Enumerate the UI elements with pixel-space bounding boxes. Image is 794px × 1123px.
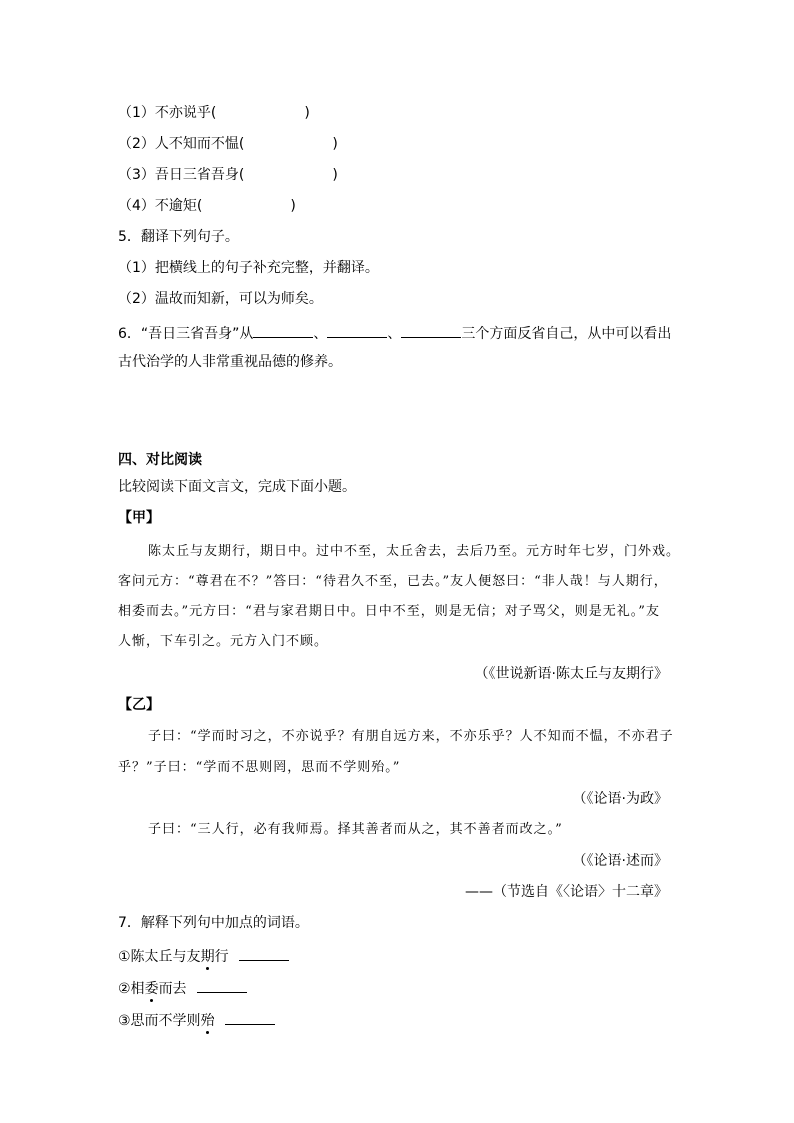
q6-sep: 、 <box>387 326 402 342</box>
q4-item-4 <box>118 196 296 216</box>
q4-item-close: ) <box>290 198 296 214</box>
passage-yi-source-2: （《论语·述而》 <box>572 853 668 869</box>
q4-item-text: 不亦说乎( <box>154 105 217 121</box>
q4-item-num: （3） <box>118 167 155 183</box>
q5-sub2: （2）温故而知新，可以为师矣。 <box>118 291 323 307</box>
q6-suffix: 三个方面反省自己，从中可以看出 <box>461 326 672 342</box>
passage-jia-line-3: 相委而去。”元方曰：“君与家君期日中。日中不至，则是无信；对子骂父，则是无礼。”友 <box>118 604 660 619</box>
passage-jia-line-2: 客问元方：“尊君在不？”答曰：“待君久不至，已去。”友人便怒曰：“非人哉！与人期行， <box>118 574 668 589</box>
q7-item-3 <box>118 1008 275 1031</box>
q4-item-close: ) <box>304 105 310 121</box>
q5-sub1: （1）把横线上的句子补充完整，并翻译。 <box>118 260 379 276</box>
passage-yi-source-3: ——（节选自《〈论语〉十二章》 <box>465 884 668 900</box>
q4-item-2 <box>118 134 338 154</box>
q6-blank-2[interactable] <box>327 321 387 338</box>
q5-title: 5．翻译下列句子。 <box>118 229 239 245</box>
q7-item-2 <box>118 976 247 999</box>
q4-item-num: （4） <box>118 198 155 214</box>
passage-yi-line-2: 乎？”子曰：“学而不思则罔，思而不学则殆。” <box>118 760 401 775</box>
q6-line2: 古代治学的人非常重视品德的修养。 <box>118 354 342 370</box>
q4-item-text: 人不知而不愠( <box>154 136 245 152</box>
q7-answer-blank-1[interactable] <box>239 944 289 961</box>
q4-item-num: （1） <box>118 105 155 121</box>
q4-item-3 <box>118 165 338 185</box>
q7-item-pre: ③思而不学则 <box>118 1013 201 1029</box>
q6-sep: 、 <box>313 326 328 342</box>
q7-item-pre: ②相 <box>118 981 145 997</box>
passage-yi-line-3: 子曰：“三人行，必有我师焉。择其善者而从之，其不善者而改之。” <box>148 822 563 837</box>
q7-answer-blank-3[interactable] <box>225 1008 275 1025</box>
passage-yi-label: 【乙】 <box>118 697 160 713</box>
passage-jia-line-4: 人惭，下车引之。元方入门不顾。 <box>118 634 329 649</box>
emphasis-dot-word: 期 <box>200 949 215 965</box>
q4-item-text: 不逾矩( <box>154 198 203 214</box>
q6-blank-1[interactable] <box>253 321 313 338</box>
passage-yi-line-1: 子曰：“学而时习之，不亦说乎？有朋自远方来，不亦乐乎？人不知而不愠，不亦君子 <box>148 729 674 744</box>
q7-item-post: 而去 <box>158 981 187 997</box>
q4-item-1 <box>118 103 310 123</box>
q4-item-num: （2） <box>118 136 155 152</box>
passage-jia-line-1: 陈太丘与友期行，期日中。过中不至，太丘舍去，去后乃至。元方时年七岁，门外戏。 <box>148 544 681 559</box>
q7-item-post: 行 <box>214 949 229 965</box>
emphasis-dot-word: 委 <box>144 981 159 997</box>
q4-item-close: ) <box>332 167 338 183</box>
emphasis-dot-word: 殆 <box>200 1013 215 1029</box>
q6-line1 <box>118 321 671 344</box>
q7-item-1 <box>118 944 289 967</box>
passage-jia-source: （《世说新语·陈太丘与友期行》 <box>474 666 668 682</box>
section-title: 四、对比阅读 <box>118 452 202 468</box>
passage-jia-label: 【甲】 <box>118 510 160 526</box>
q4-item-close: ) <box>332 136 338 152</box>
q4-item-text: 吾日三省吾身( <box>154 167 245 183</box>
q6-blank-3[interactable] <box>401 321 461 338</box>
section-instruction: 比较阅读下面文言文，完成下面小题。 <box>118 479 356 495</box>
q6-prefix: 6．“吾日三省吾身”从 <box>118 326 254 342</box>
q7-answer-blank-2[interactable] <box>197 976 247 993</box>
passage-yi-source-1: （《论语·为政》 <box>572 791 668 807</box>
q7-item-pre: ①陈太丘与友 <box>118 949 201 965</box>
q7-title: 7．解释下列句中加点的词语。 <box>118 915 309 931</box>
